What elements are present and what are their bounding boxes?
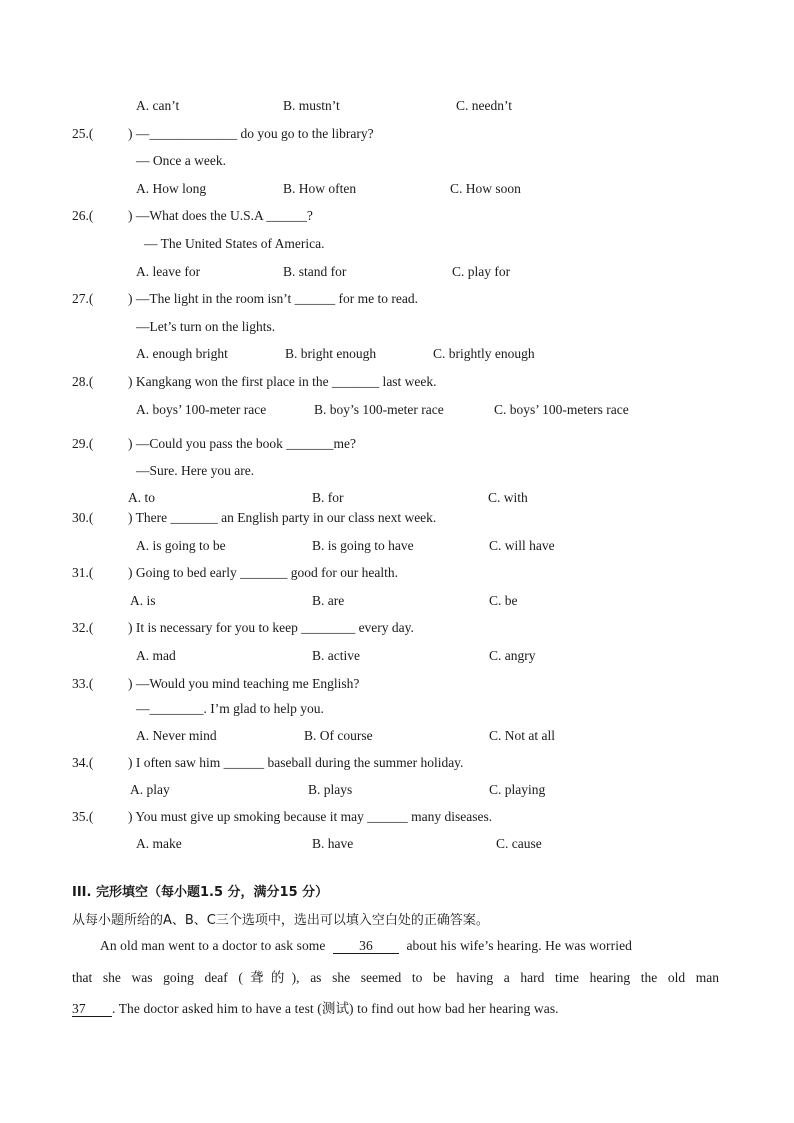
option-c: C. play for	[452, 264, 511, 279]
question-reply: — Once a week.	[136, 153, 226, 168]
option-a: A. How long	[136, 181, 207, 196]
question-stem: ) —_____________ do you go to the library?	[128, 126, 374, 141]
option-b: B. How often	[283, 181, 357, 196]
option-b: B. Of course	[304, 728, 373, 743]
option-c: C. Not at all	[489, 728, 555, 743]
option-c: C. angry	[489, 648, 536, 663]
option-c: C. will have	[489, 538, 555, 553]
question-number: 27.(	[72, 291, 94, 306]
question-reply: —Sure. Here you are.	[136, 463, 255, 478]
option-b: B. boy’s 100-meter race	[314, 402, 444, 417]
q24-option-b: B. mustn’t	[283, 98, 340, 113]
option-b: B. plays	[308, 782, 353, 797]
option-a: A. is going to be	[136, 538, 226, 553]
question-number: 34.(	[72, 755, 94, 770]
option-a: A. Never mind	[136, 728, 217, 743]
question-reply: — The United States of America.	[144, 236, 325, 251]
section-title: III. 完形填空（每小题1.5 分，满分15 分）	[72, 885, 329, 900]
question-stem: ) —What does the U.S.A ______?	[128, 208, 313, 223]
option-b: B. are	[312, 593, 345, 608]
passage-line-3	[72, 997, 559, 1017]
section-instruction: 从每小题所给的A、B、C三个选项中，选出可以填入空白处的正确答案。	[72, 913, 489, 928]
question-number: 32.(	[72, 620, 94, 635]
question-number: 25.(	[72, 126, 94, 141]
question-stem: ) You must give up smoking because it may ______ many diseases.	[128, 809, 493, 824]
option-a: A. make	[136, 836, 182, 851]
question-reply: —Let’s turn on the lights.	[136, 319, 276, 334]
question-number: 31.(	[72, 565, 94, 580]
question-number: 28.(	[72, 374, 94, 389]
question-number: 26.(	[72, 208, 94, 223]
question-stem: ) There _______ an English party in our class next week.	[128, 510, 437, 525]
option-c: C. boys’ 100-meters race	[494, 402, 629, 417]
question-stem: ) —Would you mind teaching me English?	[128, 676, 360, 691]
option-a: A. is	[130, 593, 156, 608]
option-c: C. cause	[496, 836, 542, 851]
option-c: C. with	[488, 490, 528, 505]
question-stem: ) Going to bed early _______ good for our health.	[128, 565, 398, 580]
question-number: 33.(	[72, 676, 94, 691]
option-c: C. be	[489, 593, 518, 608]
question-number: 30.(	[72, 510, 94, 525]
option-a: A. to	[128, 490, 155, 505]
question-reply: —________. I’m glad to help you.	[136, 701, 324, 716]
option-c: C. How soon	[450, 181, 521, 196]
q24-option-a: A. can’t	[136, 98, 180, 113]
question-stem: ) I often saw him ______ baseball during the summer holiday.	[128, 755, 464, 770]
option-c: C. brightly enough	[433, 346, 535, 361]
question-stem: ) —Could you pass the book _______me?	[128, 436, 356, 451]
passage-line-2: that she was going deaf (聋的), as she seemed to be having a hard time hearing the old man	[72, 970, 719, 985]
option-a: A. mad	[136, 648, 176, 663]
option-b: B. is going to have	[312, 538, 414, 553]
question-number: 29.(	[72, 436, 94, 451]
option-a: A. leave for	[136, 264, 201, 279]
passage-text: An old man went to a doctor to ask some	[100, 938, 326, 953]
passage-text: about his wife’s hearing. He was worried	[406, 938, 633, 953]
option-a: A. play	[130, 782, 170, 797]
question-number: 35.(	[72, 809, 94, 824]
option-b: B. active	[312, 648, 360, 663]
question-stem: ) —The light in the room isn’t ______ for me to read.	[128, 291, 418, 306]
blank-37: 37	[72, 1002, 112, 1017]
option-a: A. enough bright	[136, 346, 228, 361]
blank-36: 36	[333, 939, 399, 954]
option-b: B. bright enough	[285, 346, 377, 361]
option-b: B. have	[312, 836, 354, 851]
question-stem: ) It is necessary for you to keep ________ every day.	[128, 620, 414, 635]
option-b: B. for	[312, 490, 344, 505]
option-a: A. boys’ 100-meter race	[136, 402, 267, 417]
option-c: C. playing	[489, 782, 546, 797]
question-stem: ) Kangkang won the first place in the _______ last week.	[128, 374, 437, 389]
passage-line-1	[100, 938, 632, 954]
passage-text: . The doctor asked him to have a test (测试) to find out how bad her hearing was.	[112, 1001, 559, 1016]
option-b: B. stand for	[283, 264, 347, 279]
q24-option-c: C. needn’t	[456, 98, 512, 113]
